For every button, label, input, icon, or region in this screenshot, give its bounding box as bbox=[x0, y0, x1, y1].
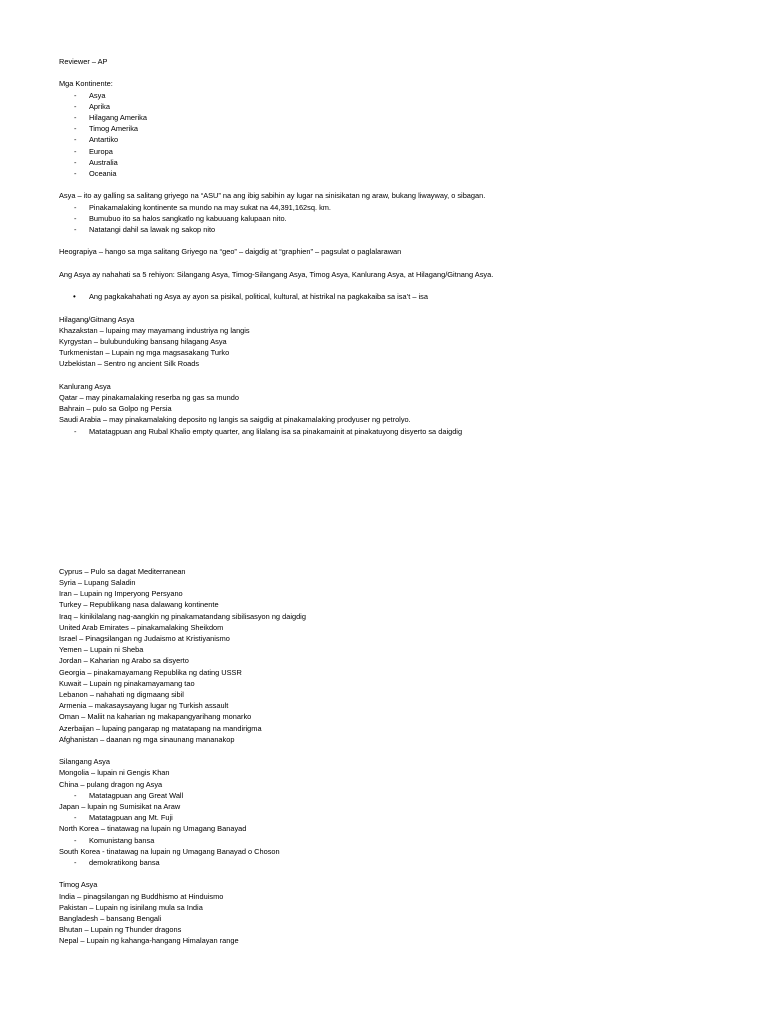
list-item: - Pinakamalaking kontinente sa mundo na may sukat na 44,391,162sq. km. bbox=[59, 202, 739, 213]
country-line: Nepal – Lupain ng kahanga-hangang Himalayan range bbox=[59, 936, 239, 946]
country-line: Khazakstan – lupaing may mayamang industriya ng langis bbox=[59, 325, 250, 335]
list-item: - Timog Amerika bbox=[59, 123, 739, 134]
list-item: - Matatagpuan ang Rubal Khalio empty quarter, ang lilalang isa sa pinakamainit at pinakatuyong disyerto sa daigdig bbox=[59, 426, 739, 437]
hilagang-heading: Hilagang/Gitnang Asya bbox=[59, 314, 135, 324]
country-line: Jordan – Kaharian ng Arabo sa disyerto bbox=[59, 656, 189, 666]
country-line: Israel – Pinagsilangan ng Judaismo at Kristiyanismo bbox=[59, 634, 230, 644]
list-item: - Australia bbox=[59, 157, 739, 168]
document-page bbox=[59, 56, 739, 947]
list-item: - Matatagpuan ang Great Wall bbox=[59, 790, 739, 801]
list-item: - Komunistang bansa bbox=[59, 835, 739, 846]
country-line: Bangladesh – bansang Bengali bbox=[59, 914, 162, 924]
country-line: Japan – lupain ng Sumisikat na Araw bbox=[59, 802, 181, 812]
kanlurang-heading: Kanlurang Asya bbox=[59, 381, 111, 391]
list-item: - Oceania bbox=[59, 168, 739, 179]
country-line: Turkmenistan – Lupain ng mga magsasakang Turko bbox=[59, 348, 230, 358]
list-item: - Natatangi dahil sa lawak ng sakop nito bbox=[59, 224, 739, 235]
country-line: Afghanistan – daanan ng mga sinaunang mananakop bbox=[59, 734, 235, 744]
country-line: Armenia – makasaysayang lugar ng Turkish assault bbox=[59, 701, 229, 711]
asya-definition: Asya – ito ay galling sa salitang griyego na “ASU” na ang ibig sabihin ay lugar na sinisikatan ng araw, bukang liwayway, o sibagan. bbox=[59, 191, 486, 201]
country-line: Yemen – Lupain ni Sheba bbox=[59, 645, 144, 655]
country-line: Kyrgystan – bulubunduking bansang hilagang Asya bbox=[59, 336, 227, 346]
pagkakahati-bullet: • Ang pagkakahahati ng Asya ay ayon sa pisikal, political, kultural, at histrikal na pagkakaiba sa isa’t – isa bbox=[59, 291, 739, 302]
list-item: - demokratikong bansa bbox=[59, 857, 739, 868]
country-line: China – pulang dragon ng Asya bbox=[59, 779, 163, 789]
country-line: Azerbaijan – lupaing pangarap ng matatapang na mandirigma bbox=[59, 723, 262, 733]
country-line: Georgia – pinakamayamang Republika ng dating USSR bbox=[59, 667, 242, 677]
list-item: - Aprika bbox=[59, 101, 739, 112]
heograpiya-definition: Heograpiya – hango sa mga salitang Griyego na “geo” – daigdig at “graphien” – pagsulat o paglalarawan bbox=[59, 247, 402, 257]
country-line: Kuwait – Lupain ng pinakamayamang tao bbox=[59, 678, 195, 688]
country-line: Saudi Arabia – may pinakamalaking deposito ng langis sa saigdig at pinakamalaking prodyuser ng petrolyo. bbox=[59, 415, 411, 425]
timog-heading: Timog Asya bbox=[59, 880, 98, 890]
kontinente-heading: Mga Kontinente: bbox=[59, 79, 113, 89]
country-line: Uzbekistan – Sentro ng ancient Silk Roads bbox=[59, 359, 200, 369]
country-line: Oman – Maliit na kaharian ng makapangyarihang monarko bbox=[59, 712, 252, 722]
document-title: Reviewer – AP bbox=[59, 57, 108, 66]
list-item: - Antartiko bbox=[59, 134, 739, 145]
country-line: South Korea - tinatawag na lupain ng Umagang Banayad o Choson bbox=[59, 846, 280, 856]
country-line: Iraq – kinikilalang nag-aangkin ng pinakamatandang sibilisasyon ng daigdig bbox=[59, 611, 306, 621]
country-line: India – pinagsilangan ng Buddhismo at Hinduismo bbox=[59, 891, 224, 901]
country-line: Bahrain – pulo sa Golpo ng Persia bbox=[59, 404, 172, 414]
list-item: - Europa bbox=[59, 146, 739, 157]
country-line: Mongolia – lupain ni Gengis Khan bbox=[59, 768, 170, 778]
kontinente-list bbox=[59, 90, 739, 180]
list-item: - Hilagang Amerika bbox=[59, 112, 739, 123]
country-line: Turkey – Republikang nasa dalawang kontinente bbox=[59, 600, 219, 610]
kanlurang-more-list bbox=[59, 566, 739, 745]
country-line: Syria – Lupang Saladin bbox=[59, 578, 136, 587]
country-line: Pakistan – Lupain ng isinilang mula sa India bbox=[59, 902, 203, 912]
silangang-heading: Silangang Asya bbox=[59, 757, 110, 767]
country-line: North Korea – tinatawag na lupain ng Umagang Banayad bbox=[59, 824, 247, 834]
country-line: Qatar – may pinakamalaking reserba ng gas sa mundo bbox=[59, 392, 239, 402]
country-line: Iran – Lupain ng Imperyong Persyano bbox=[59, 589, 183, 599]
list-item: - Asya bbox=[59, 90, 739, 101]
country-line: Lebanon – nahahati ng digmaang sibil bbox=[59, 690, 184, 700]
country-line: Bhutan – Lupain ng Thunder dragons bbox=[59, 925, 182, 935]
country-line: Cyprus – Pulo sa dagat Mediterranean bbox=[59, 566, 186, 576]
country-line: United Arab Emirates – pinakamalaking Sheikdom bbox=[59, 622, 224, 632]
list-item: - Matatagpuan ang Mt. Fuji bbox=[59, 812, 739, 823]
list-item: - Bumubuo ito sa halos sangkatlo ng kabuuang kalupaan nito. bbox=[59, 213, 739, 224]
rehiyon-paragraph: Ang Asya ay nahahati sa 5 rehiyon: Silangang Asya, Timog-Silangang Asya, Timog Asya, Kanlurang Asya, at Hilagang/Gitnang Asya. bbox=[59, 269, 494, 279]
